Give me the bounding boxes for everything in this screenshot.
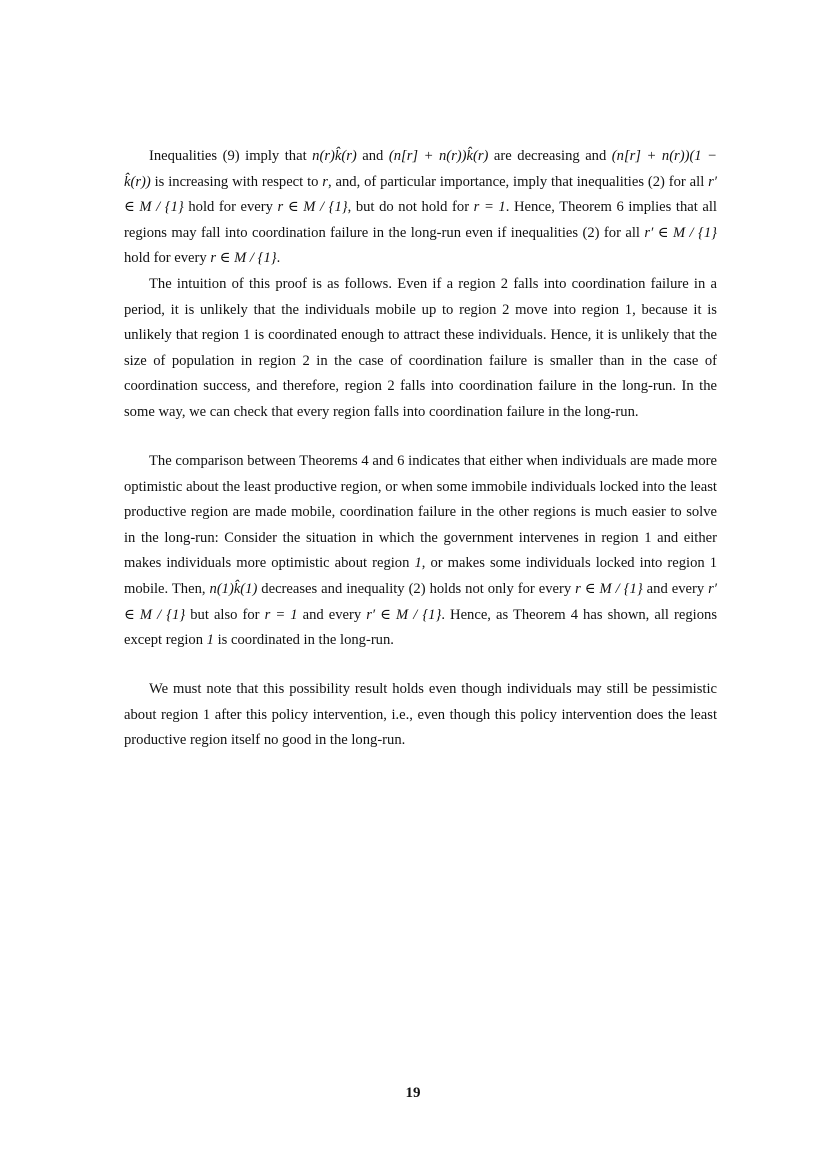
- math-expression: n(r)k̂(r): [312, 148, 357, 164]
- text-run: The comparison between Theorems 4 and 6 indicates that either when individuals are made more optimistic about the least productive region, or when some immobile individuals locked into the least productive region are made mobile, coordination failure in the other regions is much easier to solve in the long-run: Consider the situation in which the government intervenes in region 1 and either makes individuals more optimistic about region: [124, 453, 717, 572]
- math-expression: 1: [206, 632, 214, 649]
- paragraph-2: [124, 272, 717, 426]
- text-run: and every: [297, 606, 367, 623]
- paragraph-1: [124, 144, 717, 272]
- math-expression: r = 1: [264, 606, 298, 623]
- text-run: We must note that this possibility result holds even though individuals may still be pessimistic about region 1 after this policy intervention, i.e., even though this policy intervention does the least productive region itself no good in the long-run.: [124, 681, 717, 749]
- math-expression: r′ ∈ M / {1}: [124, 173, 717, 216]
- math-expression: r ∈ M / {1}: [210, 250, 277, 267]
- math-expression: r ∈ M / {1}: [277, 199, 348, 216]
- math-expression: r′ ∈ M / {1}: [124, 580, 717, 623]
- text-run: hold for every: [124, 250, 211, 267]
- math-expression: r: [322, 173, 328, 190]
- text-run: and: [356, 148, 389, 164]
- text-run: .: [276, 250, 281, 267]
- text-run: , but do not hold for: [347, 199, 474, 216]
- math-expression: r′ ∈ M / {1}: [644, 224, 717, 241]
- math-expression: (n[r] + n(r))k̂(r): [388, 148, 489, 164]
- math-expression: n(1)k̂(1): [209, 580, 258, 597]
- text-run: hold for every: [183, 199, 278, 216]
- text-run: Inequalities (9) imply that: [149, 148, 313, 164]
- text-run: decreases and inequality (2) holds not only for every: [257, 580, 576, 597]
- math-expression: r ∈ M / {1}: [575, 580, 643, 597]
- math-expression: (n[r] + n(r))(1 − k̂(r)): [124, 148, 717, 190]
- text-run: but also for: [185, 606, 265, 623]
- text-run: , or makes some individuals locked into region 1 mobile. Then,: [124, 555, 717, 597]
- math-expression: 1: [414, 555, 422, 572]
- math-expression: r′ ∈ M / {1}: [366, 606, 442, 623]
- text-run: is coordinated in the long-run.: [213, 632, 394, 649]
- page-number: 19: [405, 1085, 421, 1101]
- text-run: . Hence, as Theorem 4 has shown, all regions except region: [124, 606, 717, 649]
- text-run: The intuition of this proof is as follows. Even if a region 2 falls into coordination failure in a period, it is unlikely that the individuals mobile up to region 2 move into region 1, because it is unlikely that region 1 is coordinated enough to attract these individuals. Hence, it is unlikely that the size of population in region 2 in the case of coordination failure is smaller than in the case of coordination success, and therefore, region 2 falls into coordination failure in the long-run. In the some way, we can check that every region falls into coordination failure in the long-run.: [124, 276, 717, 420]
- text-run: , and, of particular importance, imply that inequalities (2) for all: [327, 173, 709, 190]
- paragraph-3: [124, 449, 717, 654]
- math-expression: r = 1: [473, 199, 506, 216]
- text-run: are decreasing and: [488, 148, 612, 164]
- paragraph-4: [124, 677, 717, 754]
- text-run: and every: [642, 580, 709, 597]
- text-run: . Hence, Theorem 6 implies that all regions may fall into coordination failure in the long-run even if inequalities (2) for all: [124, 199, 717, 241]
- text-run: is increasing with respect to: [150, 173, 323, 190]
